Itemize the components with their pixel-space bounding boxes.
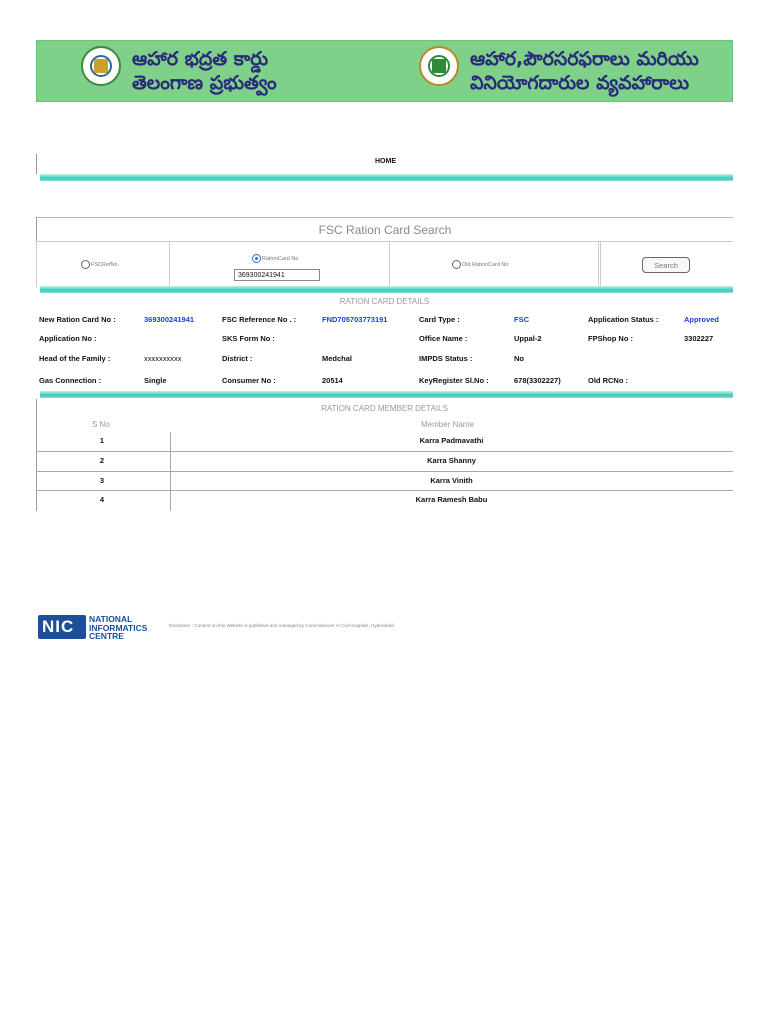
nav-bar [36,154,734,174]
new-ration-card-value: 369300241941 [144,315,195,324]
member-name: Karra Padmavathi [419,436,484,445]
radio-old-rationcard[interactable] [452,260,461,269]
option-rationcard-label: RationCard No [262,255,299,262]
consumer-no-label: Consumer No : [222,376,276,385]
head-of-family-label: Head of the Family : [39,354,111,363]
old-rcno-label: Old RCNo : [588,376,628,385]
header-right-title [470,47,699,95]
gas-connection-value: Single [144,376,167,385]
member-sno: 3 [99,476,105,485]
column-header-member-name: Member Name [421,420,474,429]
search-divider [40,286,733,293]
option-fscrefno-cell [36,242,169,287]
ration-card-input[interactable]: 369300241941 [234,269,320,281]
nic-org-line2: INFORMATICS [89,622,148,633]
header-right-line1: ఆహార,పౌరసరఫరాలు మరియు [470,48,699,70]
option-old-rationcard-cell [389,242,598,287]
card-type-label: Card Type : [419,315,460,324]
card-type-value: FSC [514,315,529,324]
search-button[interactable]: Search [642,257,690,273]
application-no-label: Application No : [39,334,97,343]
radio-fscrefno[interactable] [81,260,90,269]
header-left-line2: తెలంగాణ ప్రభుత్వం [132,72,277,94]
option-old-rationcard-label: Old RationCard No [462,261,509,268]
nic-org-line3: CENTRE [89,631,124,641]
option-fscrefno[interactable] [81,256,118,274]
fsc-reference-label: FSC Reference No . : [222,315,297,324]
option-rationcard-cell [169,242,389,287]
head-of-family-value: xxxxxxxxxx [144,354,182,363]
nic-org-line1: NATIONAL [89,614,133,624]
member-row [36,490,733,510]
office-name-value: Uppal-2 [514,334,542,343]
member-name: Karra Vinith [430,476,473,485]
option-rationcard[interactable] [252,250,298,268]
nav-divider [40,174,733,181]
header-left-line1: ఆహార భద్రత కార్డు [132,48,269,70]
nav-home-link[interactable]: HOME [375,158,396,165]
member-name: Karra Ramesh Babu [415,495,488,504]
new-ration-card-label: New Ration Card No : [39,315,116,324]
member-sno: 2 [99,456,105,465]
header-right-line2: వినియోగదారుల వ్యవహారాలు [470,72,690,94]
fpshop-no-label: FPShop No : [588,334,633,343]
column-header-sno: S No [92,420,110,429]
member-details-title: RATION CARD MEMBER DETAILS [321,404,448,413]
header-left-title [132,47,277,95]
member-sno: 1 [99,436,105,445]
impds-status-value: No [514,354,524,363]
telangana-emblem-icon [81,46,121,86]
key-register-value: 678(3302227) [514,376,561,385]
application-status-value: Approved [684,315,720,324]
district-value: Medchal [322,354,353,363]
search-options-row [36,241,733,286]
impds-status-label: IMPDS Status : [419,354,473,363]
civil-supplies-emblem-icon [419,46,459,86]
member-row [36,471,733,491]
option-old-rationcard[interactable] [452,256,508,274]
fsc-reference-value: FND705703773191 [322,315,388,324]
sks-form-label: SKS Form No : [222,334,275,343]
search-title: FSC Ration Card Search [36,217,733,241]
member-sno: 4 [99,495,105,504]
gas-connection-label: Gas Connection : [39,376,102,385]
district-label: District : [222,354,253,363]
member-row [36,431,733,451]
header-banner [36,40,733,102]
nic-logo-icon [38,615,86,639]
search-cell-divider [598,242,599,287]
nic-org-name [89,615,147,641]
key-register-label: KeyRegister Sl.No : [419,376,489,385]
application-status-label: Application Status : [588,315,659,324]
fpshop-no-value: 3302227 [684,334,714,343]
nic-logo-letters: NIC [42,617,75,636]
details-divider [40,391,733,398]
office-name-label: Office Name : [419,334,468,343]
search-panel [36,217,733,286]
radio-rationcard[interactable] [252,254,261,263]
ration-card-details-title: RATION CARD DETAILS [339,297,430,306]
member-row [36,451,733,471]
option-fscrefno-label: FSCRefNo [91,261,118,268]
member-name: Karra Shanny [427,456,476,465]
footer-disclaimer: Disclaimer : Content on this Website is published and managed by Commissioner of Civil Supplies, Hyderabad. [169,623,395,628]
consumer-no-value: 20514 [322,376,343,385]
